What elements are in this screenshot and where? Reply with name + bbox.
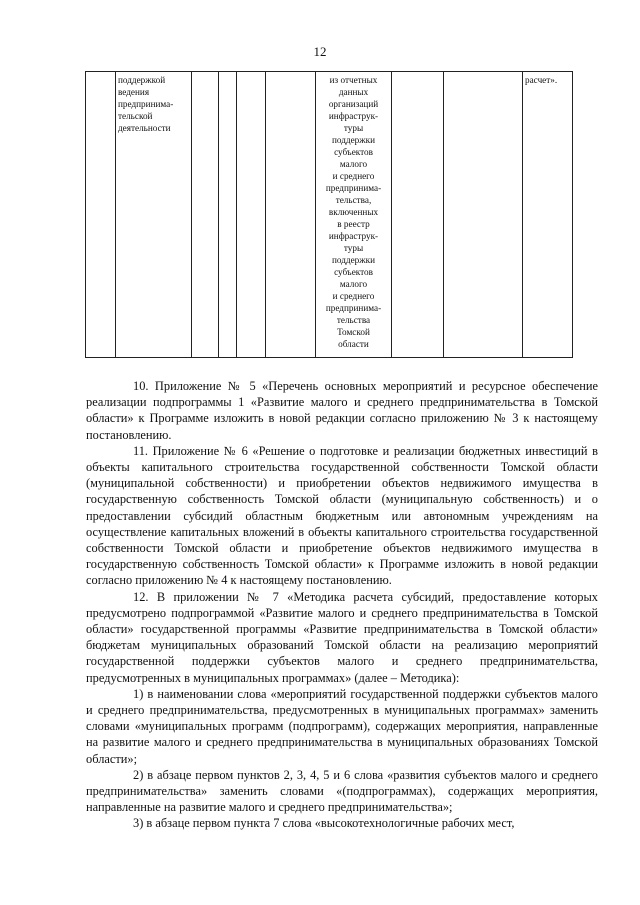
cell-line: предпринима-: [325, 303, 382, 313]
cell-line: и среднего: [332, 291, 375, 301]
continuation-table: [85, 71, 573, 358]
table-cell-2: [116, 72, 192, 358]
table-cell-7: [316, 72, 392, 358]
cell-line: области: [338, 339, 369, 349]
cell-line: инфраструк-: [328, 111, 379, 121]
table-cell-1: [86, 72, 116, 358]
cell-line: предпринима-: [325, 183, 382, 193]
table-cell-3: [192, 72, 219, 358]
cell-line: из отчетных: [329, 75, 378, 85]
cell-line: субъектов: [334, 267, 373, 277]
table-cell-5: [237, 72, 266, 358]
cell-line: включенных: [328, 207, 379, 217]
cell-line: расчет».: [525, 75, 558, 85]
paragraph-12: 12. В приложении № 7 «Методика расчета субсидий, предоставление которых предусмотрено подпрограммой «Развитие малого и среднего предпринимательства в Томской области» государственной программы «Развитие предпринимательства в Томской области» бюджетам муниципальных образований Томской области на реализацию мероприятий государственной поддержки субъектов малого и среднего предпринимательства, предусмотренных в муниципальных программах» (далее – Методика):: [86, 589, 598, 685]
cell-line: тельства,: [335, 195, 372, 205]
paragraph-11: 11. Приложение № 6 «Решение о подготовке и реализации бюджетных инвестиций в объекты капитального строительства государственной собственности Томской области (муниципальной собственности) и приобретении объектов недвижимого имущества в государственную собственность Томской области (муниципальную собственность) и о предоставлении субсидий областным бюджетным или автономным учреждениям на осуществление капитальных вложений в объекты капитального строительства государственной собственности Томской области и приобретение объектов недвижимого имущества в государственную собственность Томской области» к Программе изложить в новой редакции согласно приложению № 4 к настоящему постановлению.: [86, 443, 598, 588]
cell-line: тельства: [336, 315, 371, 325]
cell-line: данных: [338, 87, 369, 97]
paragraph-12-item-1: 1) в наименовании слова «мероприятий государственной поддержки субъектов малого и среднего предпринимательства, предусмотренных в муниципальных программах» заменить словами «муниципальных программ (подпрограмм), содержащих мероприятия, направленные на развитие малого и среднего предпринимательства в муниципальных образованиях Томской области»;: [86, 686, 598, 766]
paragraph-10: 10. Приложение № 5 «Перечень основных мероприятий и ресурсное обеспечение реализации подпрограммы 1 «Развитие малого и среднего предпринимательства в Томской области» к Программе изложить в новой редакции согласно приложению № 3 к настоящему постановлению.: [86, 379, 598, 442]
cell-line: малого: [339, 159, 368, 169]
cell-line: туры: [343, 243, 364, 253]
cell-line: Томской: [337, 327, 370, 337]
cell-line: предпринима-: [118, 99, 174, 109]
table-cell-4: [219, 72, 237, 358]
cell-line: и среднего: [332, 171, 375, 181]
cell-line: поддержки: [332, 255, 375, 265]
table-cell-8: [392, 72, 444, 358]
cell-line: ведения: [118, 87, 150, 97]
cell-line: в реестр: [337, 219, 370, 229]
cell-line: тельской: [118, 111, 153, 121]
paragraph-12-item-2: 2) в абзаце первом пунктов 2, 3, 4, 5 и 6 слова «развития субъектов малого и среднего предпринимательства» заменить словами «(подпрограммах), содержащих мероприятия, направленные на развитие малого и среднего предпринимательства»;: [86, 767, 598, 815]
table-cell-6: [266, 72, 316, 358]
table-cell-10: [523, 72, 573, 358]
paragraph-12-item-3: 3) в абзаце первом пункта 7 слова «высокотехнологичные рабочих мест,: [133, 816, 515, 831]
cell-line: организаций: [328, 99, 379, 109]
cell-line: инфраструк-: [328, 231, 379, 241]
cell-line: малого: [339, 279, 368, 289]
cell-line: деятельности: [118, 123, 171, 133]
table-row: [86, 72, 573, 358]
cell-line: поддержкой: [118, 75, 166, 85]
table-cell-9: [444, 72, 523, 358]
cell-line: поддержки: [332, 135, 375, 145]
page-number: 12: [313, 44, 327, 59]
cell-line: туры: [343, 123, 364, 133]
cell-line: субъектов: [334, 147, 373, 157]
document-body: [86, 378, 598, 832]
